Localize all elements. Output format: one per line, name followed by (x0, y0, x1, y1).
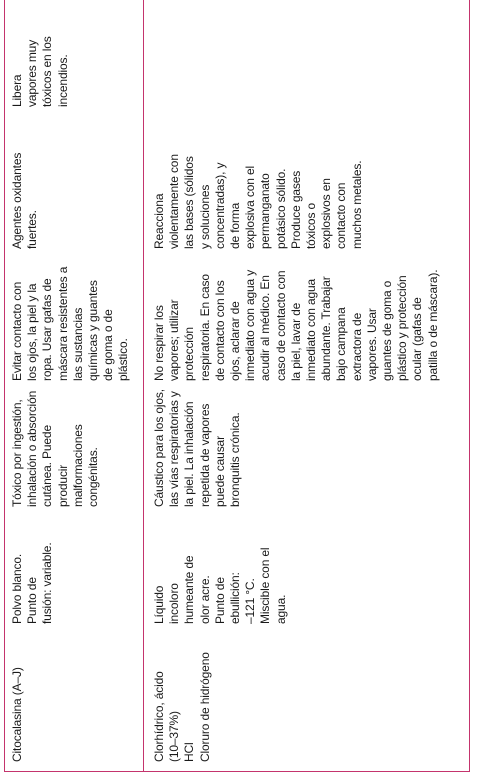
cell-line: bronquitis crónica. (228, 412, 243, 507)
cell-row1-riesgos (10, 391, 101, 507)
cell-line: de forma (228, 202, 243, 249)
cell-line: químicas y guantes (86, 280, 101, 381)
cell-line: las sustancias (70, 307, 85, 381)
cell-line: tóxicos o (304, 202, 319, 249)
cell-line: de contacto con los (212, 280, 227, 381)
cell-row1-incompatibilidades (10, 153, 40, 249)
cell-line: potásico sólido. (273, 168, 288, 249)
cell-line: repetida de vapores (197, 403, 212, 507)
cell-line: tóxicos en los (40, 36, 55, 107)
cell-line: Polvo blanco. (10, 553, 24, 624)
cell-line: vapores; utilizar (167, 299, 182, 381)
cell-line: Evitar contacto con (10, 281, 24, 381)
cell-line: violentamente con (167, 154, 182, 249)
cell-line: Cloruro de hidrógeno (197, 652, 212, 762)
cell-line: abundante. Trabajar (319, 276, 334, 381)
cell-line: (10–37%) (167, 711, 182, 762)
table-top-rule (4, 0, 5, 772)
cell-line: las bases (sólidos (182, 156, 197, 249)
cell-line: contacto con (334, 182, 349, 249)
cell-line: producir (55, 464, 70, 507)
cell-line: olor acre. (197, 575, 212, 624)
cell-line: bajo campana (334, 307, 349, 381)
cell-row2-propiedades (152, 548, 289, 624)
cell-row1-notas (10, 36, 71, 107)
cell-row1-propiedades (10, 543, 56, 625)
cell-line: Reacciona (152, 193, 166, 249)
cell-line: y soluciones (197, 184, 212, 249)
cell-line: muchos metales. (349, 160, 364, 249)
cell-line: HCl (182, 742, 197, 762)
cell-line: respiratoria. En caso (197, 274, 212, 381)
cell-line: inmediato con agua (304, 278, 319, 381)
cell-line: acudir al médico. En (258, 275, 273, 381)
cell-line: plástico y protección (395, 275, 410, 381)
cell-line: –121 °C. (243, 578, 258, 624)
cell-line: permanganato (258, 173, 273, 249)
cell-line: ropa. Usar gafas de (40, 278, 55, 381)
cell-line: puede causar (212, 436, 227, 507)
cell-line: protección (182, 327, 197, 381)
cell-line: humeante de (182, 555, 197, 624)
cell-line: ojos, aclarar de (228, 301, 243, 381)
cell-line: vapores muy (25, 39, 40, 107)
row-separator (143, 0, 144, 772)
cell-line: Tóxico por ingestión, (10, 399, 24, 507)
cell-row2-precauciones (152, 270, 441, 381)
cell-line: explosiva con el (243, 166, 258, 249)
cell-line: fuertes. (25, 210, 40, 249)
cell-line: Líquido (152, 585, 166, 624)
cell-line: explosivos en (319, 178, 334, 249)
cell-row2-riesgos (152, 389, 243, 507)
cell-line: No respirar los (152, 305, 166, 381)
cell-row2-sustancia (152, 652, 213, 762)
cell-line: Citocalasina (A–J) (10, 667, 24, 762)
cell-line: los ojos, la piel y la (25, 283, 40, 381)
cell-line: patilla o de máscara). (425, 269, 440, 381)
cell-line: Libera (10, 74, 24, 107)
cell-line: malformaciones (70, 424, 85, 507)
cell-line: agua. (273, 594, 288, 624)
cell-line: Punto de (25, 577, 40, 624)
cell-line: ebullición: (228, 572, 243, 624)
table-bottom-rule (469, 0, 470, 772)
cell-line: Agentes oxidantes (10, 152, 24, 249)
cell-line: incoloro (167, 583, 182, 624)
cell-line: concentradas), y (212, 162, 227, 249)
cell-line: vapores. Usar (364, 308, 379, 381)
cell-line: plástico. (116, 338, 131, 381)
cell-row1-precauciones (10, 267, 132, 381)
cell-line: fusión: variable. (40, 542, 55, 624)
cell-line: Clorhídrico, ácido (152, 671, 166, 762)
cell-line: de goma o de (101, 309, 116, 381)
cell-line: inhalación o absorción (25, 390, 40, 507)
cell-line: Punto de (212, 577, 227, 624)
cell-line: caso de contacto con (273, 270, 288, 381)
cell-line: extractora de (349, 312, 364, 381)
cell-line: las vías respiratorias y (167, 391, 182, 507)
cell-line: inmediato con agua y (243, 269, 258, 381)
cell-line: Miscible con el (258, 547, 273, 624)
cell-line: congénitas. (86, 447, 101, 507)
cell-line: incendios. (55, 54, 70, 107)
cell-line: ocular (gafas de (410, 297, 425, 381)
cell-line: guantes de goma o (380, 280, 395, 381)
cell-line: la piel. La inhalación (182, 401, 197, 507)
cell-row2-incompatibilidades (152, 154, 365, 249)
cell-row1-sustancia (10, 667, 25, 762)
cell-line: máscara resistentes a (55, 266, 70, 381)
cell-line: cutánea. Puede (40, 425, 55, 507)
cell-line: Produce gases (288, 170, 303, 249)
cell-line: la piel, lavar de (288, 302, 303, 381)
cell-line: Cáustico para los ojos, (152, 389, 166, 507)
